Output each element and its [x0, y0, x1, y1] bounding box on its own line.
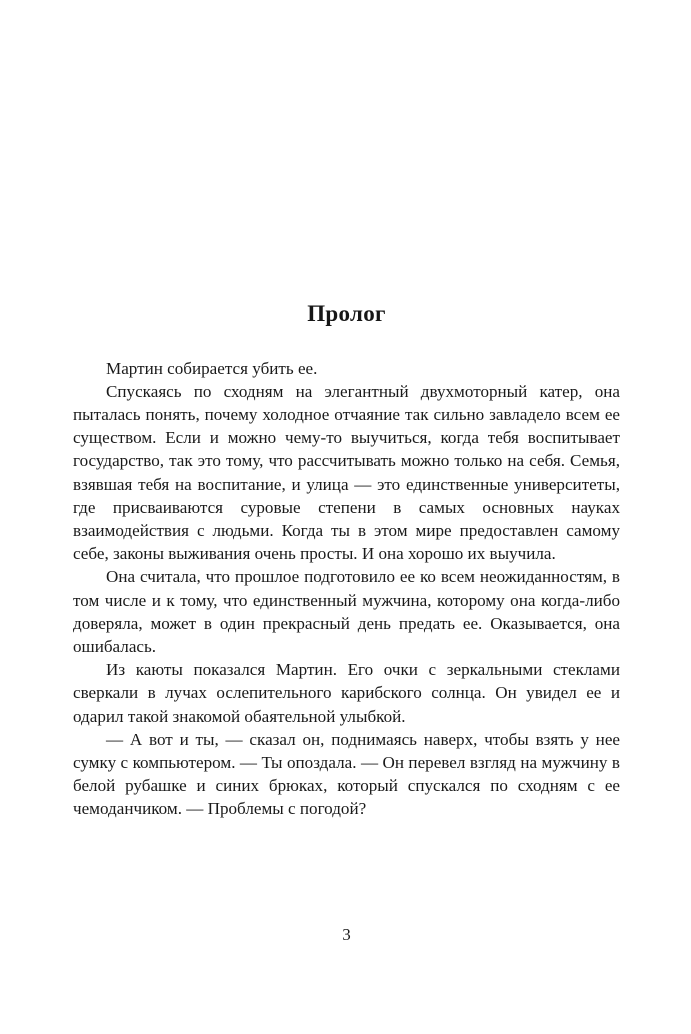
chapter-title: Пролог [307, 301, 386, 326]
body-paragraph: Из каюты показался Мартин. Его очки с зеркальными стеклами сверкали в лучах ослепительного карибского солнца. Он увидел ее и одарил такой знакомой обаятельной улыбкой. [73, 660, 620, 726]
body-paragraph: Она считала, что прошлое подготовило ее ко всем неожиданностям, в том числе и к тому, что единственный мужчина, которому она когда-либо доверяла, может в один прекрасный день предать ее. Оказывается, она ошибалась. [73, 567, 620, 657]
page-number: 3 [342, 925, 351, 944]
body-paragraph: Мартин собирается убить ее. [106, 358, 318, 378]
body-paragraph: Спускаясь по сходням на элегантный двухмоторный катер, она пыталась понять, почему холодное отчаяние так сильно завладело всем ее существом. Если и можно чему-то выучиться, когда тебя воспитывает государство, так это тому, что рассчитывать можно только на себя. Семья, взявшая тебя на воспитание, и улица — это единственные университеты, где присваиваются суровые степени в самых основных науках взаимодействия с людьми. Когда ты в этом мире предоставлен самому себе, законы выживания очень просты. И она хорошо их выучила. [73, 381, 620, 564]
page-text-block [73, 300, 620, 821]
body-paragraph: — А вот и ты, — сказал он, поднимаясь наверх, чтобы взять у нее сумку с компьютером. — Ты опоздала. — Он перевел взгляд на мужчину в белой рубашке и синих брюках, который спускался по сходням с ее чемоданчиком. — Проблемы с погодой? [73, 729, 620, 819]
